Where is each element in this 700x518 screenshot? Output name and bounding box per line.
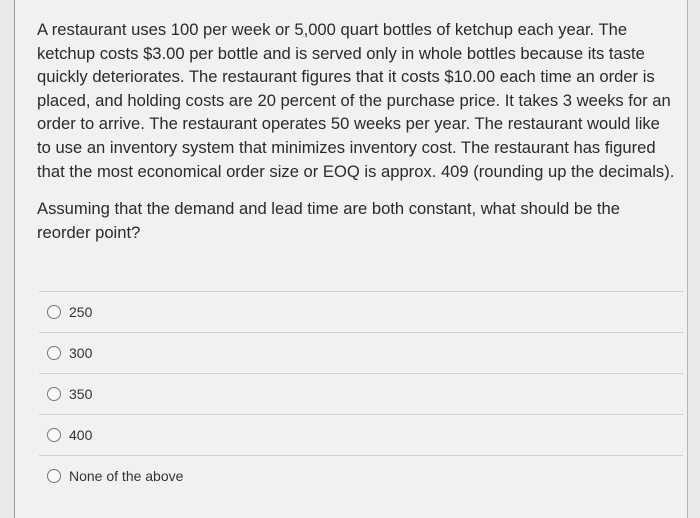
question-paragraph-1: A restaurant uses 100 per week or 5,000 quart bottles of ketchup each year. The ketchup costs $3.00 per bottle and is served only in whole bottles because its taste quickly deteriorates. The restaurant figures that it costs $10.00 each time an order is placed, and holding costs are 20 percent of the purchase price. It takes 3 weeks for an order to arrive. The restaurant operates 50 weeks per year. The restaurant would like to use an inventory system that minimizes inventory cost. The restaurant has figured that the most economical order size or EOQ is approx. 409 (rounding up the decimals).	[37, 20, 675, 181]
option-350[interactable]	[39, 373, 683, 414]
option-none-of-the-above[interactable]	[39, 455, 683, 496]
option-250[interactable]	[39, 291, 683, 332]
question-text	[37, 18, 677, 258]
answer-options	[39, 291, 683, 496]
radio-icon[interactable]	[47, 387, 61, 401]
option-label: 250	[69, 304, 93, 320]
question-paragraph-2: Assuming that the demand and lead time are both constant, what should be the reorder point?	[37, 199, 621, 242]
radio-icon[interactable]	[47, 469, 61, 483]
radio-icon[interactable]	[47, 346, 61, 360]
radio-icon[interactable]	[47, 428, 61, 442]
option-label: 300	[69, 345, 93, 361]
option-label: 350	[69, 386, 93, 402]
option-label: 400	[69, 427, 93, 443]
option-300[interactable]	[39, 332, 683, 373]
radio-icon[interactable]	[47, 305, 61, 319]
option-label: None of the above	[69, 468, 184, 484]
question-card	[14, 0, 688, 518]
option-400[interactable]	[39, 414, 683, 455]
